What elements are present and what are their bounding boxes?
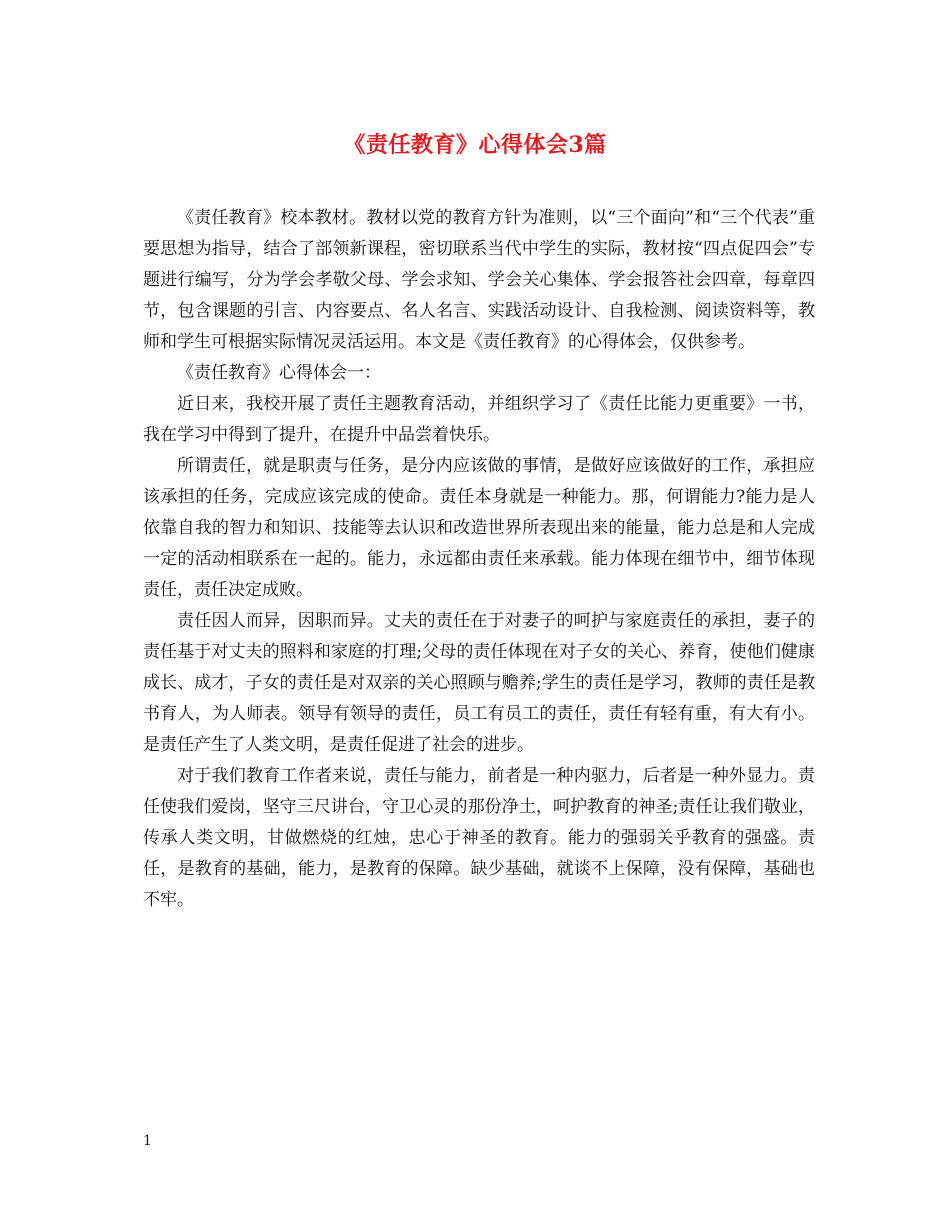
page-number: 1 [143, 1133, 152, 1149]
document-body [143, 203, 815, 916]
document-title: 《责任教育》心得体会3篇 [343, 132, 607, 158]
body-paragraph: 对于我们教育工作者来说，责任与能力，前者是一种内驱力，后者是一种外显力。责任使我们爱岗，坚守三尺讲台，守卫心灵的那份净土，呵护教育的神圣;责任让我们敬业，传承人类文明，甘做燃烧的红烛，忠心于神圣的教育。能力的强弱关乎教育的强盛。责任，是教育的基础，能力，是教育的保障。缺少基础，就谈不上保障，没有保障，基础也不牢。 [143, 766, 815, 910]
body-paragraph: 所谓责任，就是职责与任务，是分内应该做的事情，是做好应该做好的工作，承担应该承担的任务，完成应该完成的使命。责任本身就是一种能力。那，何谓能力?能力是人依靠自我的智力和知识、技能等去认识和改造世界所表现出来的能量，能力总是和人完成一定的活动相联系在一起的。能力，永远都由责任来承载。能力体现在细节中，细节体现责任，责任决定成败。 [143, 456, 815, 600]
body-paragraph: 责任因人而异，因职而异。丈夫的责任在于对妻子的呵护与家庭责任的承担，妻子的责任基于对丈夫的照料和家庭的打理;父母的责任体现在对子女的关心、养育，使他们健康成长、成才，子女的责任是对双亲的关心照顾与赡养;学生的责任是学习，教师的责任是教书育人，为人师表。领导有领导的责任，员工有员工的责任，责任有轻有重，有大有小。是责任产生了人类文明，是责任促进了社会的进步。 [143, 611, 815, 755]
body-paragraph: 近日来，我校开展了责任主题教育活动，并组织学习了《责任比能力更重要》一书，我在学习中得到了提升，在提升中品尝着快乐。 [143, 394, 815, 445]
section-heading: 《责任教育》心得体会一： [177, 363, 381, 383]
intro-paragraph: 《责任教育》校本教材。教材以党的教育方针为准则，以“三个面向”和“三个代表”重要思想为指导，结合了部领新课程，密切联系当代中学生的实际，教材按“四点促四会”专题进行编写，分为学会孝敬父母、学会求知、学会关心集体、学会报答社会四章，每章四节，包含课题的引言、内容要点、名人名言、实践活动设计、自我检测、阅读资料等，教师和学生可根据实际情况灵活运用。本文是《责任教育》的心得体会，仅供参考。 [143, 208, 815, 352]
